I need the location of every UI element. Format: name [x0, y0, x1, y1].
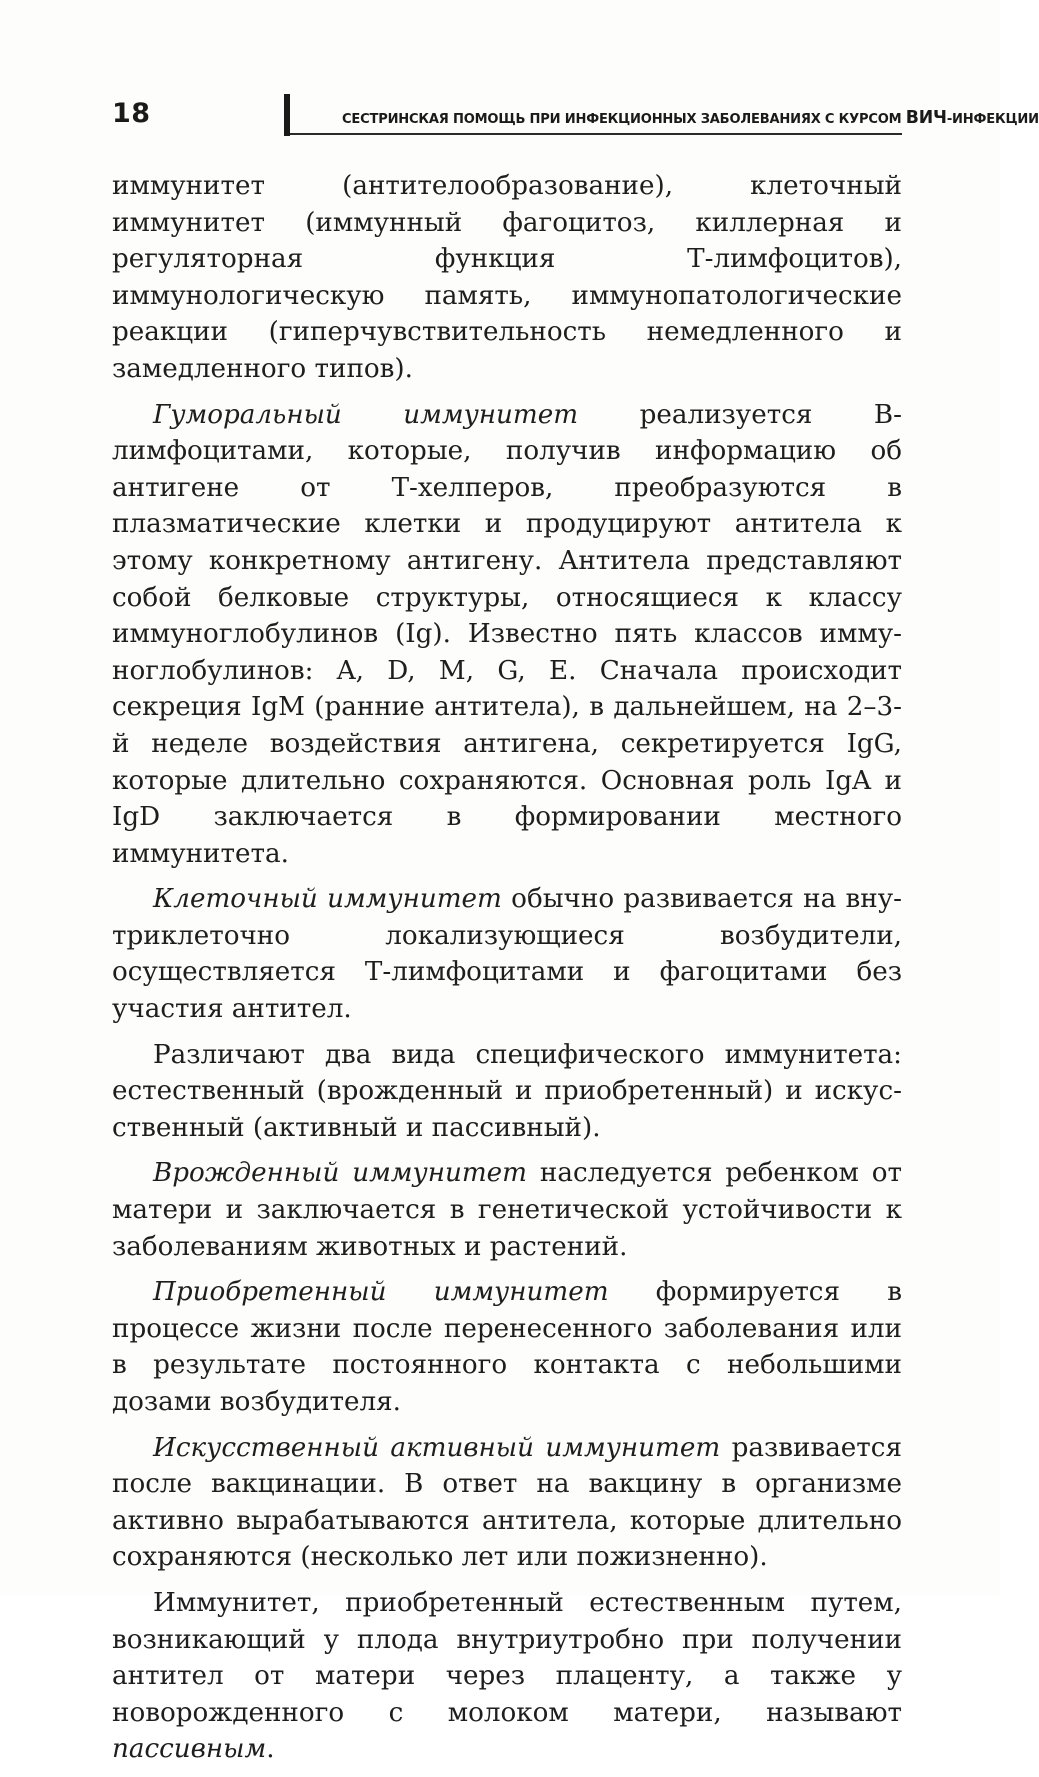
running-head-title: [342, 107, 1039, 128]
paragraph-term: Приобретенный иммунитет: [153, 1277, 609, 1308]
paragraph-term: Гуморальный иммунитет: [153, 399, 579, 430]
running-head-title-tail: -ИНФЕКЦИИ: [946, 111, 1039, 127]
paragraph-2: [112, 397, 902, 873]
paragraph-1: [112, 168, 902, 388]
paragraph-3: [112, 881, 902, 1027]
paragraph-text: обычно развивается на внутриклеточно локализующиеся возбудители, осуществляется Т-лимфоцитами и фагоцитами без участия антител.: [112, 884, 902, 1025]
paragraph-text: реализуется В-лимфоцитами, которые, получив информацию об антигене от Т-хелперов, преобразуются в плазматические клетки и продуцируют антитела к этому конкретному антигену. Антитела представляют собой белковые структуры, относящиеся к классу иммуноглобулинов (Ig). Известно пять классов иммуноглобулинов: A, D, M, G, E. Сначала происходит секреция IgM (ранние антитела), в дальнейшем, на 2–3-й неделе воздействия антигена, секретируется IgG, которые длительно сохраняются. Основная роль IgA и IgD заключается в формировании местного иммунитета.: [112, 399, 903, 869]
paragraph-text: иммунитет (антителообразование), клеточный иммунитет (иммунный фагоцитоз, киллерная и регуляторная функция Т-лимфоцитов), иммунологическую память, иммунопатологические реакции (гиперчувствительность немедленного и замедленного типов).: [112, 171, 902, 384]
paragraph-4: [112, 1037, 902, 1147]
paragraph-8: [112, 1585, 902, 1768]
paragraph-text: формируется в процессе жизни после перенесенного заболевания или в результате постоянного контакта с небольшими дозами возбудителя.: [112, 1277, 902, 1417]
paragraph-text: Иммунитет, приобретенный естественным путем, возникающий у плода внутриутробно при получении антител от матери через плаценту, а также у новорожденного с молоком матери, называют: [112, 1587, 902, 1728]
paragraph-text: развивается после вакцинации. В ответ на вакцину в организме активно вырабатываются антитела, которые длительно сохраняются (несколько лет или пожизненно).: [112, 1432, 902, 1573]
paragraph-term: Клеточный иммунитет: [153, 884, 502, 915]
paragraph-tail-text: .: [266, 1734, 275, 1765]
paragraph-text: Различают два вида специфического иммунитета: естественный (врожденный и приобретенный) и искусственный (активный и пассивный).: [112, 1039, 902, 1143]
paragraph-7: [112, 1430, 902, 1576]
running-head: [112, 92, 1039, 136]
paragraph-term: Врожденный иммунитет: [153, 1158, 527, 1189]
paragraph-term: Искусственный активный иммунитет: [153, 1432, 721, 1463]
paragraph-5: [112, 1155, 902, 1265]
body-text: [112, 168, 902, 1777]
paragraph-tail-term: пассивным: [112, 1734, 267, 1765]
header-rule: [290, 133, 902, 135]
paragraph-6: [112, 1274, 902, 1420]
header-vertical-bar: [284, 94, 290, 136]
paragraph-text: наследуется ребенком от матери и заключается в генетической устойчивости к заболеваниям животных и растений.: [112, 1158, 903, 1262]
running-head-title-main: СЕСТРИНСКАЯ ПОМОЩЬ ПРИ ИНФЕКЦИОННЫХ ЗАБОЛЕВАНИЯХ С КУРСОМ: [342, 111, 906, 127]
running-head-title-accent: ВИЧ: [905, 107, 947, 128]
page-number: 18: [112, 98, 151, 129]
